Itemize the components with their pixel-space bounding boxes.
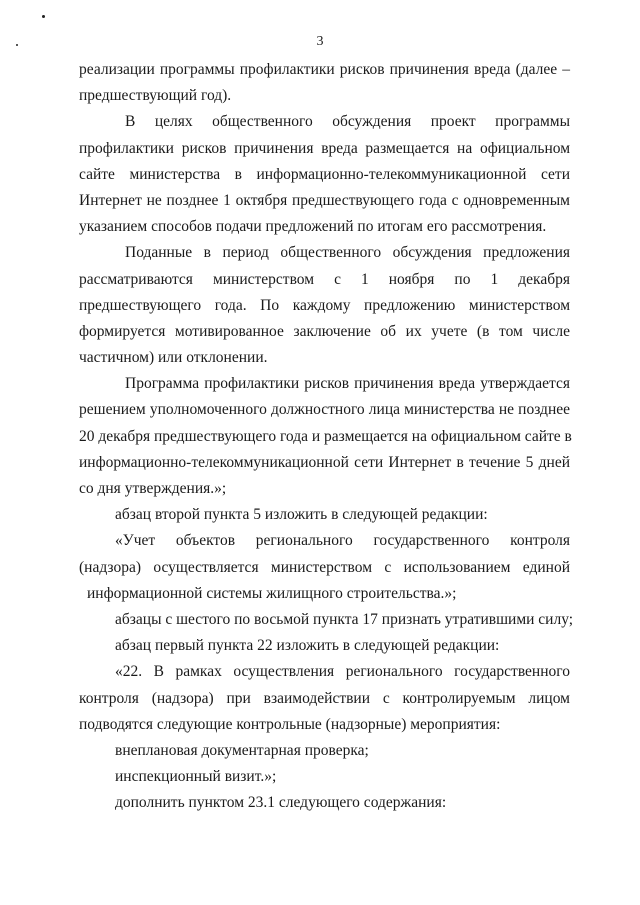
text-line: формируется мотивированное заключение об их учете (в том числе <box>79 322 570 340</box>
text-line: «Учет объектов регионального государственного контроля <box>115 532 570 550</box>
text-line: Поданные в период общественного обсуждения предложения <box>125 244 570 262</box>
text-line: Программа профилактики рисков причинения вреда утверждается <box>125 375 570 393</box>
text-line: рассматриваются министерством с 1 ноября по 1 декабря <box>79 270 570 288</box>
text-line: профилактики рисков причинения вреда размещается на официальном <box>79 139 570 157</box>
text-line: реализации программы профилактики рисков причинения вреда (далее – <box>79 61 570 78</box>
text-line: со дня утверждения.»; <box>79 480 227 497</box>
text-line: абзац первый пункта 22 изложить в следующей редакции: <box>115 637 500 655</box>
text-line: внеплановая документарная проверка; <box>115 741 369 759</box>
text-line: сайте министерства в информационно-телекоммуникационной сети <box>79 165 570 183</box>
text-line: предшествующего года. По каждому предложению министерством <box>79 296 570 314</box>
text-line: решением уполномоченного должностного лица министерства не позднее <box>79 401 570 419</box>
text-line: абзацы с шестого по восьмой пункта 17 признать утратившими силу; <box>115 610 574 628</box>
text-line: подводятся следующие контрольные (надзорные) мероприятия: <box>79 715 501 733</box>
text-line: предшествующий год). <box>79 87 232 105</box>
text-line: «22. В рамках осуществления регионального государственного <box>115 663 570 681</box>
text-line: 20 декабря предшествующего года и размещается на официальном сайте в <box>79 427 572 445</box>
text-line: указанием способов подачи предложений по итогам его рассмотрения. <box>79 218 547 236</box>
text-line: дополнить пунктом 23.1 следующего содержания: <box>115 794 447 812</box>
text-line: В целях общественного обсуждения проект программы <box>125 113 570 131</box>
text-line: инспекционный визит.»; <box>115 768 277 786</box>
text-line: Интернет не позднее 1 октября предшествующего года с одновременным <box>79 191 570 209</box>
text-line: информационной системы жилищного строительства.»; <box>87 584 457 602</box>
text-line: частичном) или отклонении. <box>79 349 268 367</box>
text-line: (надзора) осуществляется министерством с использованием единой <box>79 558 570 576</box>
text-line: абзац второй пункта 5 изложить в следующей редакции: <box>115 506 488 524</box>
text-line: контроля (надзора) при взаимодействии с контролируемым лицом <box>79 689 570 707</box>
text-line: информационно-телекоммуникационной сети Интернет в течение 5 дней <box>79 453 570 471</box>
document-body <box>79 57 574 816</box>
page-number: 3 <box>316 34 324 49</box>
scan-speck-1 <box>42 15 45 18</box>
